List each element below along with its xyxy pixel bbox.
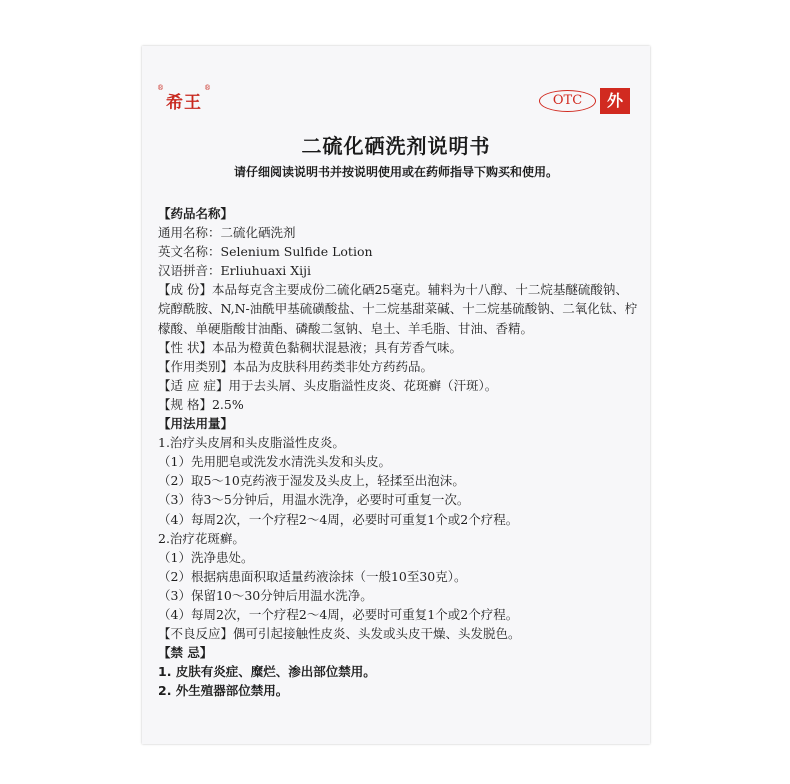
contraindication-line: 2. 外生殖器部位禁用。 [158,683,289,699]
usage-line: （1）洗净患处。 [158,549,254,565]
pinyin-name: 汉语拼音：Erliuhuaxi Xiji [158,263,311,279]
logo-text: 希王 [166,93,202,113]
specification-section: 【规 格】2.5% [158,396,244,412]
usage-line: （4）每周2次，一个疗程2～4周，必要时可重复1个或2个疗程。 [158,606,519,622]
contraindication-line: 1. 皮肤有炎症、糜烂、渗出部位禁用。 [158,664,376,680]
adverse-reactions-section: 【不良反应】偶可引起接触性皮炎、头发或头皮干燥、头发脱色。 [158,626,521,642]
indications-section: 【适 应 症】用于去头屑、头皮脂溢性皮炎、花斑癣（汗斑）。 [158,377,498,393]
ingredients-section: 【成 份】本品每克含主要成份二硫化硒25毫克。辅料为十八醇、十二烷基醚硫酸钠、烷醇酰胺、N,N-油酰甲基硫磺酸盐、十二烷基甜菜碱、十二烷基硫酸钠、二氧化钛、柠檬酸、单硬脂酸甘油酯、磷酸二氢钠、皂土、羊毛脂、甘油、香精。 [158,282,638,336]
drug-name-heading: 【药品名称】 [158,206,234,221]
brand-logo [157,84,211,113]
document-subtitle: 请仔细阅读说明书并按说明使用或在药师指导下购买和使用。 [233,165,558,179]
otc-badge: OTC [539,90,596,112]
contraindications-heading: 【禁 忌】 [158,645,213,661]
usage-line: （2）根据病患面积取适量药液涂抹（一般10至30克）。 [158,568,467,584]
generic-name: 通用名称：二硫化硒洗剂 [158,225,296,241]
category-section: 【作用类别】本品为皮肤科用药类非处方药药品。 [158,358,434,374]
leaflet-body [158,204,640,700]
logo-reg-mark-left: ® [157,84,164,92]
usage-line: （3）保留10～30分钟后用温水洗净。 [158,587,373,603]
leaflet-paper [142,46,650,744]
usage-line: （4）每周2次，一个疗程2～4周，必要时可重复1个或2个疗程。 [158,511,519,527]
usage-line: 2.治疗花斑癣。 [158,530,245,546]
properties-section: 【性 状】本品为橙黄色黏稠状混悬液；具有芳香气味。 [158,339,462,355]
english-name: 英文名称：Selenium Sulfide Lotion [158,244,373,260]
document-title: 二硫化硒洗剂说明书 [301,134,491,158]
external-use-badge: 外 [600,88,630,114]
usage-line: （1）先用肥皂或洗发水清洗头发和头皮。 [158,454,391,470]
usage-line: （3）待3～5分钟后，用温水洗净，必要时可重复一次。 [158,492,470,508]
usage-line: 1.治疗头皮屑和头皮脂溢性皮炎。 [158,435,345,451]
usage-heading: 【用法用量】 [158,416,234,432]
usage-line: （2）取5～10克药液于湿发及头皮上，轻揉至出泡沫。 [158,473,465,489]
logo-reg-mark-right: ® [204,84,211,92]
